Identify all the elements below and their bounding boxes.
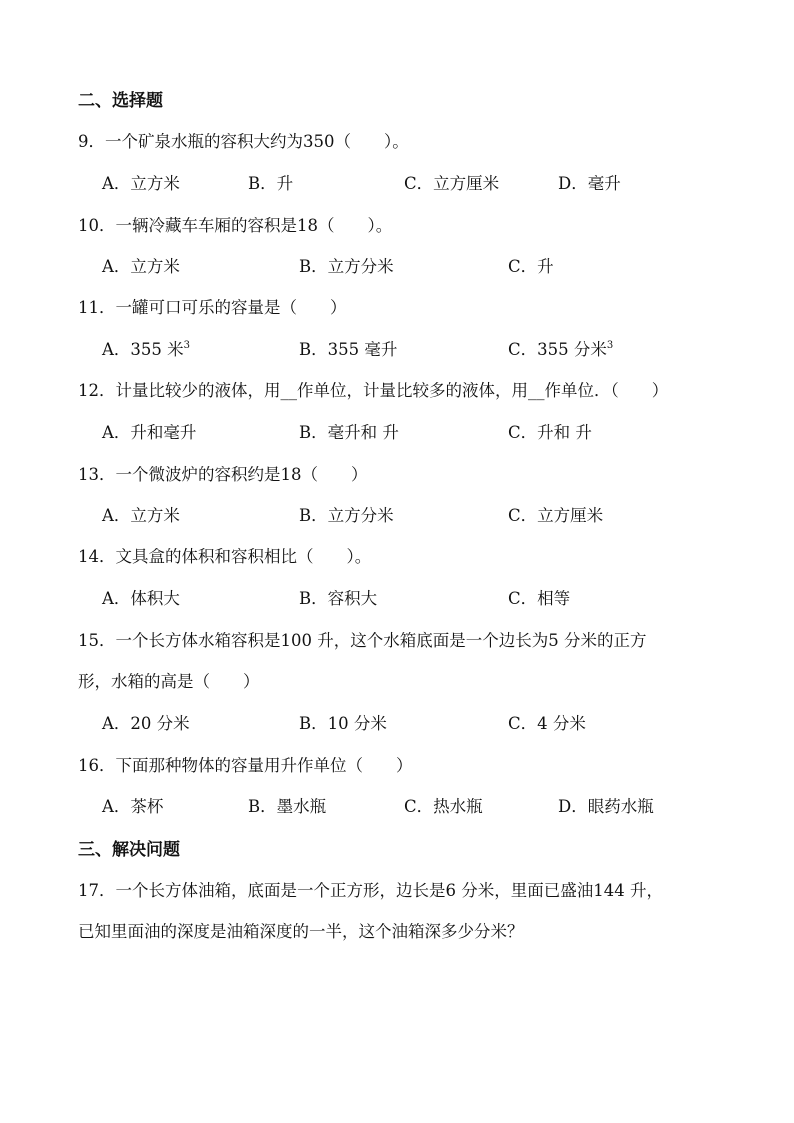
option-c: C．355 分米$^3$ (508, 340, 614, 359)
option-c: C．升和 升 (508, 423, 592, 442)
option-c: C．升 (508, 257, 554, 276)
question-16-stem: 16．下面那种物体的容量用升作单位（ ） (78, 756, 413, 775)
option-c: C．4 分米 (508, 714, 586, 733)
superscript: 3 (606, 340, 614, 351)
option-d: D．眼药水瓶 (558, 797, 654, 816)
option-a: A．茶杯 (102, 797, 164, 816)
question-12-stem: 12．计量比较少的液体，用__作单位，计量比较多的液体，用__作单位．（ ） (78, 381, 669, 400)
option-a: A．立方米 (102, 257, 180, 276)
question-17-stem-line1: 17．一个长方体油箱，底面是一个正方形，边长是6 分米，里面已盛油144 升， (78, 881, 663, 900)
superscript: 3 (183, 340, 191, 351)
question-11-options (102, 336, 762, 360)
option-a: A．升和毫升 (102, 423, 197, 442)
option-c: C．相等 (508, 589, 571, 608)
question-15-stem-line1: 15．一个长方体水箱容积是100 升，这个水箱底面是一个边长为5 分米的正方 (78, 631, 647, 650)
question-11-stem: 11．一罐可口可乐的容量是（ ） (78, 298, 347, 317)
question-15-stem-line2: 形，水箱的高是（ ） (78, 672, 260, 691)
option-c: C．立方厘米 (404, 174, 500, 193)
question-16-options (102, 793, 762, 817)
option-b: B．立方分米 (299, 257, 394, 276)
option-a: A．立方米 (102, 174, 180, 193)
option-b: B．容积大 (299, 589, 378, 608)
option-a: A．立方米 (102, 506, 180, 525)
section-heading-choice: 二、选择题 (78, 91, 163, 111)
question-9-stem: 9．一个矿泉水瓶的容积大约为350（ ）。 (78, 132, 409, 151)
option-b: B．355 毫升 (299, 340, 398, 359)
option-c: C．立方厘米 (508, 506, 604, 525)
question-13-options (102, 502, 762, 526)
option-b: B．10 分米 (299, 714, 387, 733)
option-c: C．热水瓶 (404, 797, 483, 816)
option-a: A．体积大 (102, 589, 180, 608)
question-15-options (102, 710, 762, 734)
option-b: B．立方分米 (299, 506, 394, 525)
section-heading-solve: 三、解决问题 (78, 840, 180, 860)
question-12-options (102, 419, 762, 443)
question-14-stem: 14．文具盒的体积和容积相比（ ）。 (78, 547, 372, 566)
question-17-stem-line2: 已知里面油的深度是油箱深度的一半，这个油箱深多少分米？ (78, 922, 524, 941)
option-d: D．毫升 (558, 174, 621, 193)
question-9-options (102, 170, 762, 194)
option-a: A．20 分米 (102, 714, 190, 733)
question-13-stem: 13．一个微波炉的容积约是18（ ） (78, 465, 368, 484)
question-10-stem: 10．一辆冷藏车车厢的容积是18（ ）。 (78, 216, 393, 235)
question-10-options (102, 253, 762, 277)
question-14-options (102, 585, 762, 609)
option-b: B．升 (248, 174, 294, 193)
option-b: B．墨水瓶 (248, 797, 327, 816)
option-b: B．毫升和 升 (299, 423, 399, 442)
option-a: A．355 米$^3$ (102, 340, 191, 359)
